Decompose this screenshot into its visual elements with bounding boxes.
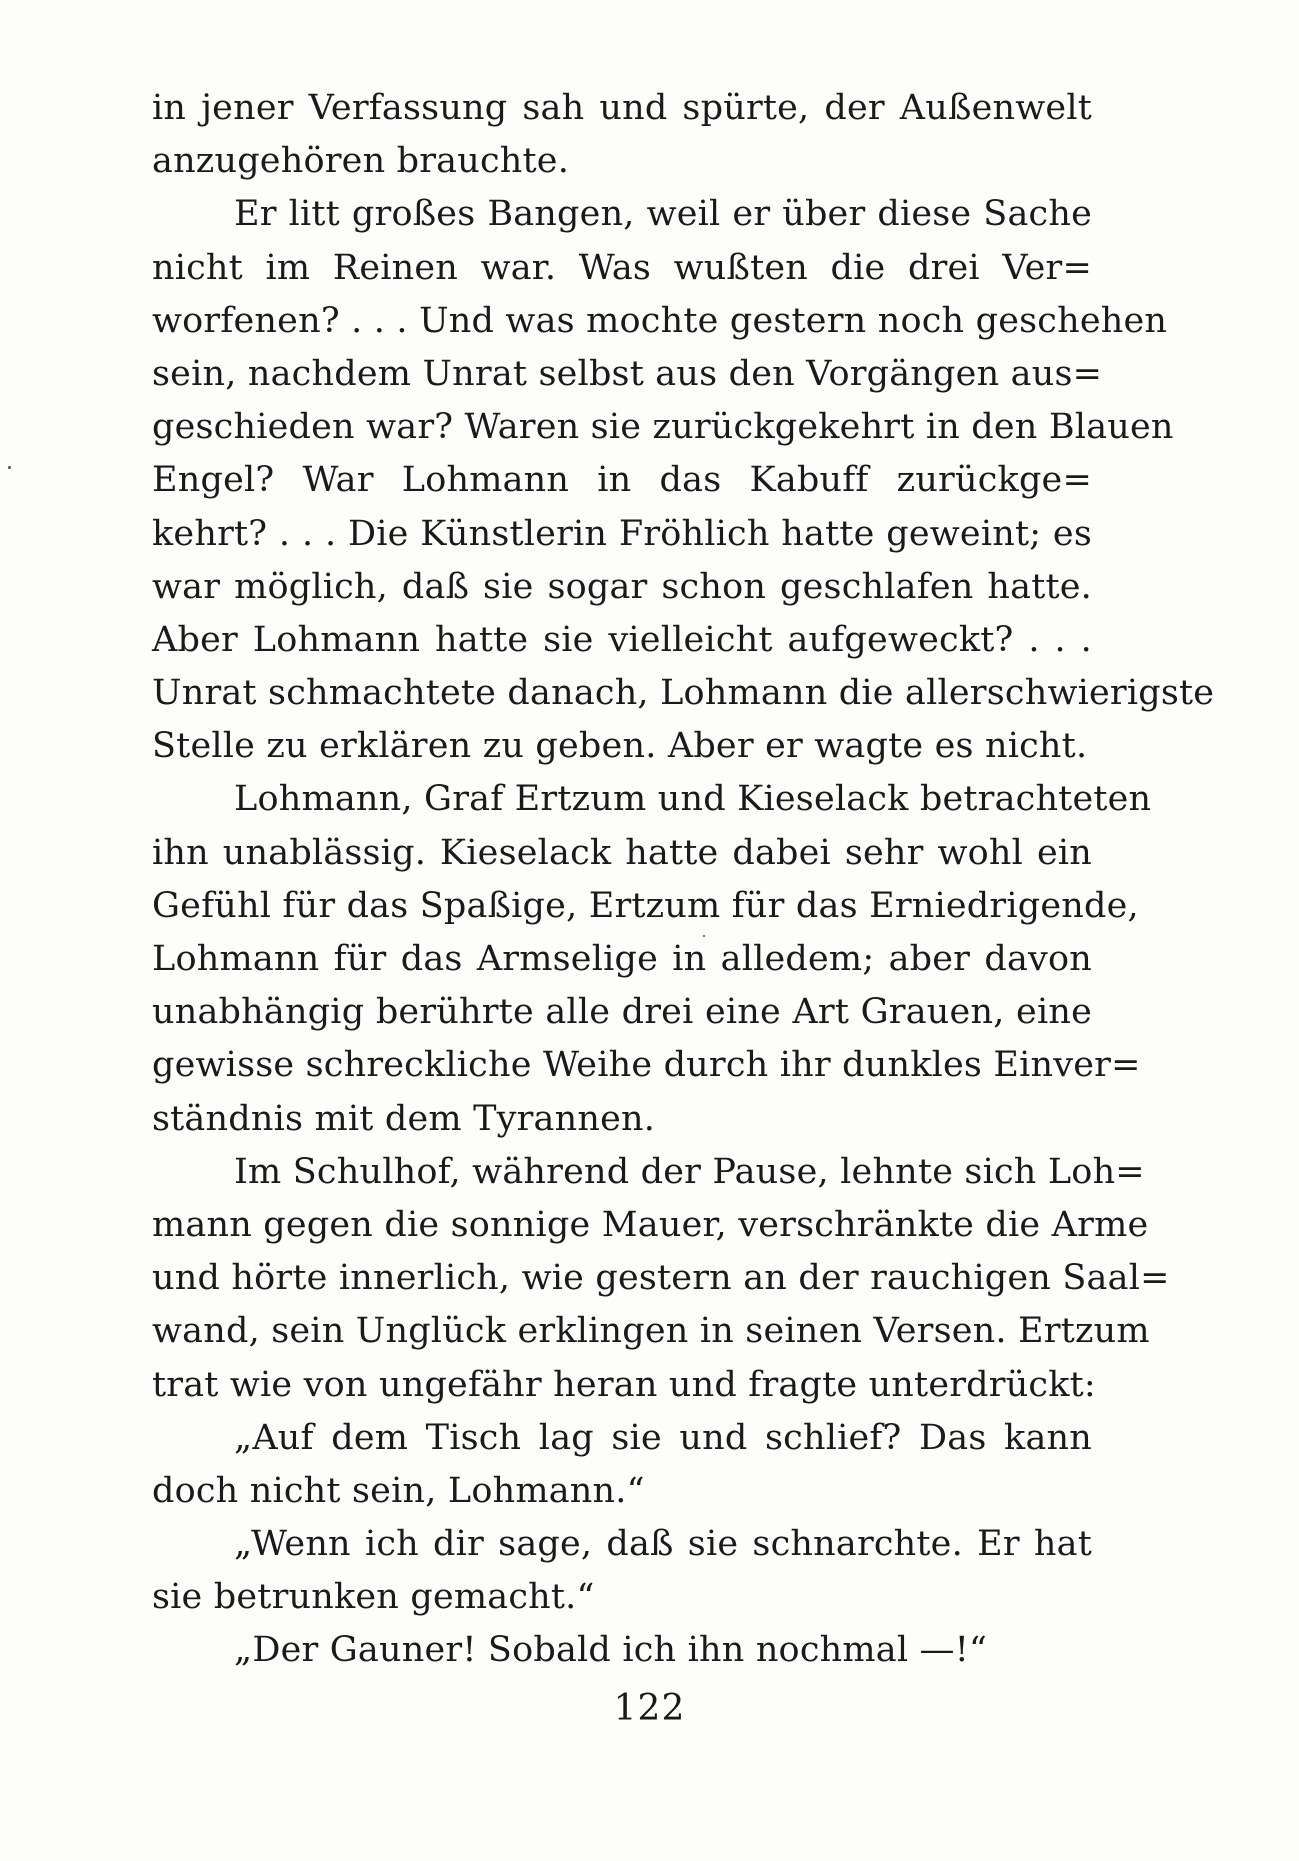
print-speck bbox=[8, 466, 11, 469]
text-line: worfenen? . . . Und was mochte gestern noch geschehen bbox=[152, 300, 1168, 341]
page-number: 122 bbox=[613, 1688, 686, 1729]
text-line: Stelle zu erklären zu geben. Aber er wagte es nicht. bbox=[152, 726, 1088, 767]
print-speck bbox=[703, 935, 705, 937]
text-line: wand, sein Unglück erklingen in seinen Versen. Ertzum bbox=[152, 1311, 1150, 1352]
text-line: ständnis mit dem Tyrannen. bbox=[152, 1098, 656, 1139]
text-line: trat wie von ungefähr heran und fragte unterdrückt: bbox=[152, 1364, 1096, 1405]
text-line: in jener Verfassung sah und spürte, der Außenwelt bbox=[152, 88, 1092, 128]
text-line: Er litt großes Bangen, weil er über diese Sache bbox=[234, 194, 1092, 235]
text-line: „Wenn ich dir sage, daß sie schnarchte. Er hat bbox=[234, 1524, 1092, 1565]
text-line: und hörte innerlich, wie gestern an der rauchigen Saal= bbox=[152, 1258, 1170, 1299]
text-line: anzugehören brauchte. bbox=[152, 141, 570, 182]
text-line: Im Schulhof, während der Pause, lehnte sich Loh= bbox=[234, 1151, 1145, 1192]
text-line: kehrt? . . . Die Künstlerin Fröhlich hatte geweint; es bbox=[152, 513, 1092, 554]
text-line: Engel? War Lohmann in das Kabuff zurückge= bbox=[152, 460, 1092, 501]
text-line: Gefühl für das Spaßige, Ertzum für das Erniedrigende, bbox=[152, 885, 1139, 926]
text-line: sein, nachdem Unrat selbst aus den Vorgängen aus= bbox=[152, 353, 1103, 394]
text-line: gewisse schreckliche Weihe durch ihr dunkles Einver= bbox=[152, 1045, 1141, 1086]
text-line: mann gegen die sonnige Mauer, verschränkte die Arme bbox=[152, 1204, 1149, 1245]
text-line: Lohmann für das Armselige in alledem; aber davon bbox=[152, 939, 1092, 979]
text-line: Aber Lohmann hatte sie vielleicht aufgeweckt? . . . bbox=[152, 619, 1092, 660]
text-line: unabhängig berührte alle drei eine Art Grauen, eine bbox=[152, 992, 1092, 1033]
text-line: war möglich, daß sie sogar schon geschlafen hatte. bbox=[152, 566, 1092, 607]
text-line: sie betrunken gemacht.“ bbox=[152, 1577, 595, 1618]
text-line: nicht im Reinen war. Was wußten die drei Ver= bbox=[152, 247, 1092, 288]
body-text bbox=[152, 82, 1215, 1678]
text-line: Lohmann, Graf Ertzum und Kieselack betrachteten bbox=[234, 779, 1152, 820]
text-line: ihn unablässig. Kieselack hatte dabei sehr wohl ein bbox=[152, 832, 1092, 873]
text-line: Unrat schmachtete danach, Lohmann die allerschwierigste bbox=[152, 673, 1215, 714]
text-line: doch nicht sein, Lohmann.“ bbox=[152, 1470, 645, 1511]
text-line: geschieden war? Waren sie zurückgekehrt in den Blauen bbox=[152, 407, 1174, 448]
text-line: „Der Gauner! Sobald ich ihn nochmal —!“ bbox=[234, 1630, 988, 1671]
text-line: „Auf dem Tisch lag sie und schlief? Das kann bbox=[234, 1417, 1092, 1458]
